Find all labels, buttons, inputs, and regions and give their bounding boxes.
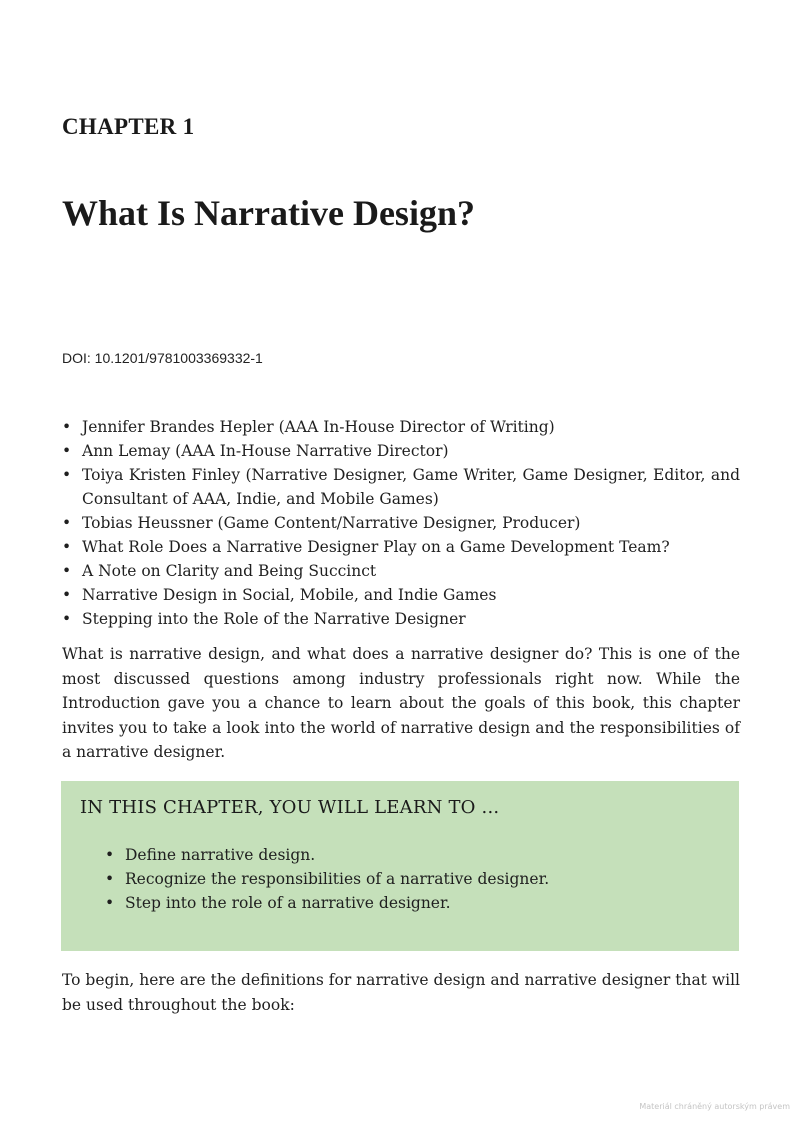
bullet-icon: • xyxy=(62,418,72,436)
chapter-label: CHAPTER 1 xyxy=(62,114,195,139)
bullet-icon: • xyxy=(105,870,115,888)
objective-text: Step into the role of a narrative designer. xyxy=(125,894,451,912)
learning-objectives-heading: IN THIS CHAPTER, YOU WILL LEARN TO ... xyxy=(80,797,500,818)
contents-item xyxy=(62,463,740,511)
chapter-title: What Is Narrative Design? xyxy=(62,193,475,233)
contents-item-text: Jennifer Brandes Hepler (AAA In-House Director of Writing) xyxy=(82,418,555,436)
contents-item-text: Toiya Kristen Finley (Narrative Designer, Game Writer, Game Designer, Editor, and Consultant of AAA, Indie, and Mobile Games) xyxy=(82,466,740,508)
contents-item-text: Stepping into the Role of the Narrative Designer xyxy=(82,610,466,628)
learning-objectives-box xyxy=(61,781,739,951)
bullet-icon: • xyxy=(62,562,72,580)
contents-item xyxy=(62,439,740,463)
bullet-icon: • xyxy=(62,442,72,460)
contents-item-text: A Note on Clarity and Being Succinct xyxy=(82,562,377,580)
contents-item-text: What Role Does a Narrative Designer Play on a Game Development Team? xyxy=(82,538,670,556)
bullet-icon: • xyxy=(105,894,115,912)
closing-paragraph: To begin, here are the definitions for narrative design and narrative designer that will be used throughout the book: xyxy=(62,971,740,1014)
contents-item-text: Tobias Heussner (Game Content/Narrative Designer, Producer) xyxy=(82,514,581,532)
doi-reference: DOI: 10.1201/9781003369332-1 xyxy=(62,350,263,366)
contents-item xyxy=(62,511,740,535)
bullet-icon: • xyxy=(62,586,72,604)
contents-item-text: Ann Lemay (AAA In-House Narrative Director) xyxy=(82,442,449,460)
contents-item xyxy=(62,583,740,607)
learning-objectives-list xyxy=(105,843,549,915)
contents-item xyxy=(62,559,740,583)
bullet-icon: • xyxy=(62,466,72,484)
bullet-icon: • xyxy=(62,538,72,556)
objective-text: Recognize the responsibilities of a narrative designer. xyxy=(125,870,550,888)
contents-item-text: Narrative Design in Social, Mobile, and Indie Games xyxy=(82,586,497,604)
objective-item xyxy=(105,843,549,867)
bullet-icon: • xyxy=(105,846,115,864)
objective-item xyxy=(105,891,549,915)
contents-item xyxy=(62,607,740,631)
bullet-icon: • xyxy=(62,514,72,532)
copyright-watermark: Materiál chráněný autorským právem xyxy=(639,1102,790,1111)
bullet-icon: • xyxy=(62,610,72,628)
objective-text: Define narrative design. xyxy=(125,846,316,864)
intro-paragraph: What is narrative design, and what does a narrative designer do? This is one of the most discussed questions among industry professionals right now. While the Introduction gave you a chance to learn about the goals of this book, this chapter invites you to take a look into the world of narrative design and the responsibilities of a narrative designer. xyxy=(62,645,740,761)
objective-item xyxy=(105,867,549,891)
chapter-contents-list xyxy=(62,415,740,631)
contents-item xyxy=(62,535,740,559)
contents-item xyxy=(62,415,740,439)
